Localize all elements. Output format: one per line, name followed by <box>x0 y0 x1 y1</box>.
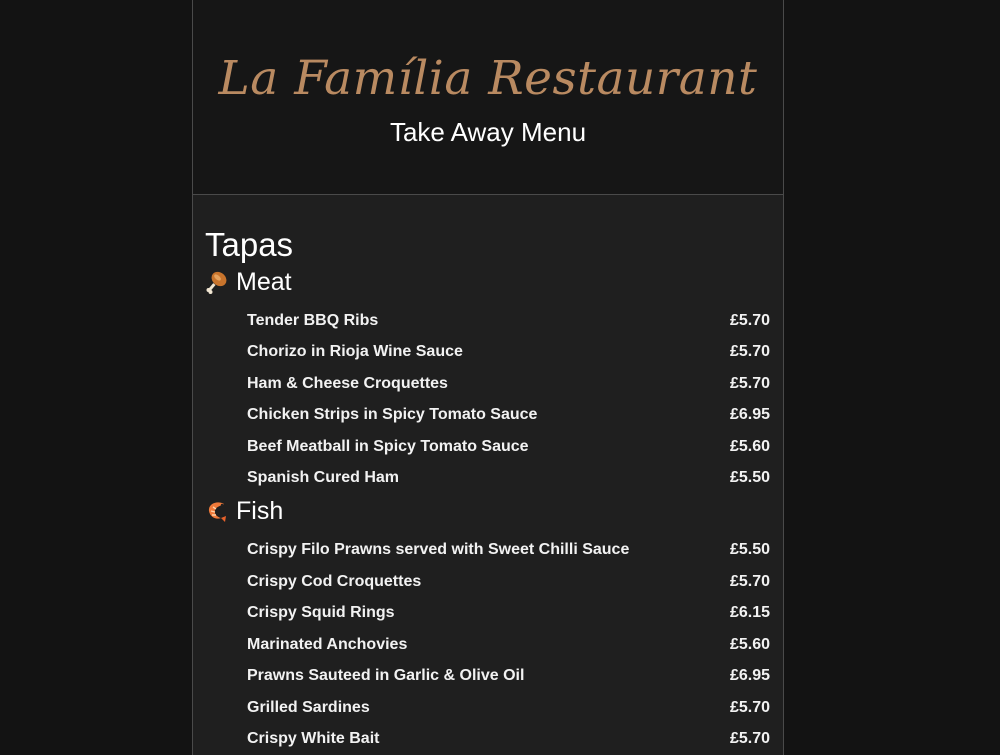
item-price: £5.60 <box>729 635 770 653</box>
item-price: £5.70 <box>729 342 770 360</box>
item-name: Beef Meatball in Spicy Tomato Sauce <box>247 437 529 455</box>
item-name: Crispy White Bait <box>247 729 380 747</box>
item-name: Ham & Cheese Croquettes <box>247 374 448 392</box>
item-name: Tender BBQ Ribs <box>247 311 379 329</box>
category-fish <box>204 494 283 528</box>
item-name: Crispy Filo Prawns served with Sweet Chilli Sauce <box>247 540 630 558</box>
menu-item <box>247 399 770 430</box>
menu-item <box>247 629 770 660</box>
item-name: Chicken Strips in Spicy Tomato Sauce <box>247 405 538 423</box>
menu-item <box>247 660 770 691</box>
shrimp-icon <box>204 498 230 524</box>
menu-item <box>247 368 770 399</box>
drumstick-icon <box>204 269 230 295</box>
menu-item <box>247 305 770 336</box>
item-name: Marinated Anchovies <box>247 635 408 653</box>
category-meat <box>204 265 292 299</box>
menu-item <box>247 336 770 367</box>
item-price: £5.70 <box>729 311 770 329</box>
menu-page <box>192 0 784 755</box>
item-price: £5.60 <box>729 437 770 455</box>
category-label-meat: Meat <box>236 268 292 296</box>
item-price: £6.95 <box>729 666 770 684</box>
item-price: £5.70 <box>729 729 770 747</box>
item-name: Crispy Squid Rings <box>247 603 395 621</box>
item-price: £6.15 <box>729 603 770 621</box>
item-name: Prawns Sauteed in Garlic & Olive Oil <box>247 666 525 684</box>
item-price: £5.50 <box>729 540 770 558</box>
menu-item <box>247 534 770 565</box>
menu-item <box>247 692 770 723</box>
item-name: Grilled Sardines <box>247 698 370 716</box>
menu-item <box>247 431 770 462</box>
restaurant-logo: La Família Restaurant <box>218 51 758 106</box>
item-price: £5.70 <box>729 698 770 716</box>
item-price: £6.95 <box>729 405 770 423</box>
category-label-fish: Fish <box>236 497 284 525</box>
menu-item <box>247 566 770 597</box>
item-name: Spanish Cured Ham <box>247 468 400 486</box>
item-price: £5.50 <box>729 468 770 486</box>
item-price: £5.70 <box>729 374 770 392</box>
menu-item <box>247 723 770 754</box>
menu-header <box>193 0 783 195</box>
item-name: Chorizo in Rioja Wine Sauce <box>247 342 463 360</box>
section-title-tapas: Tapas <box>205 226 294 263</box>
menu-title: Take Away Menu <box>389 117 587 147</box>
menu-item <box>247 462 770 493</box>
menu-item <box>247 597 770 628</box>
item-price: £5.70 <box>729 572 770 590</box>
item-name: Crispy Cod Croquettes <box>247 572 422 590</box>
